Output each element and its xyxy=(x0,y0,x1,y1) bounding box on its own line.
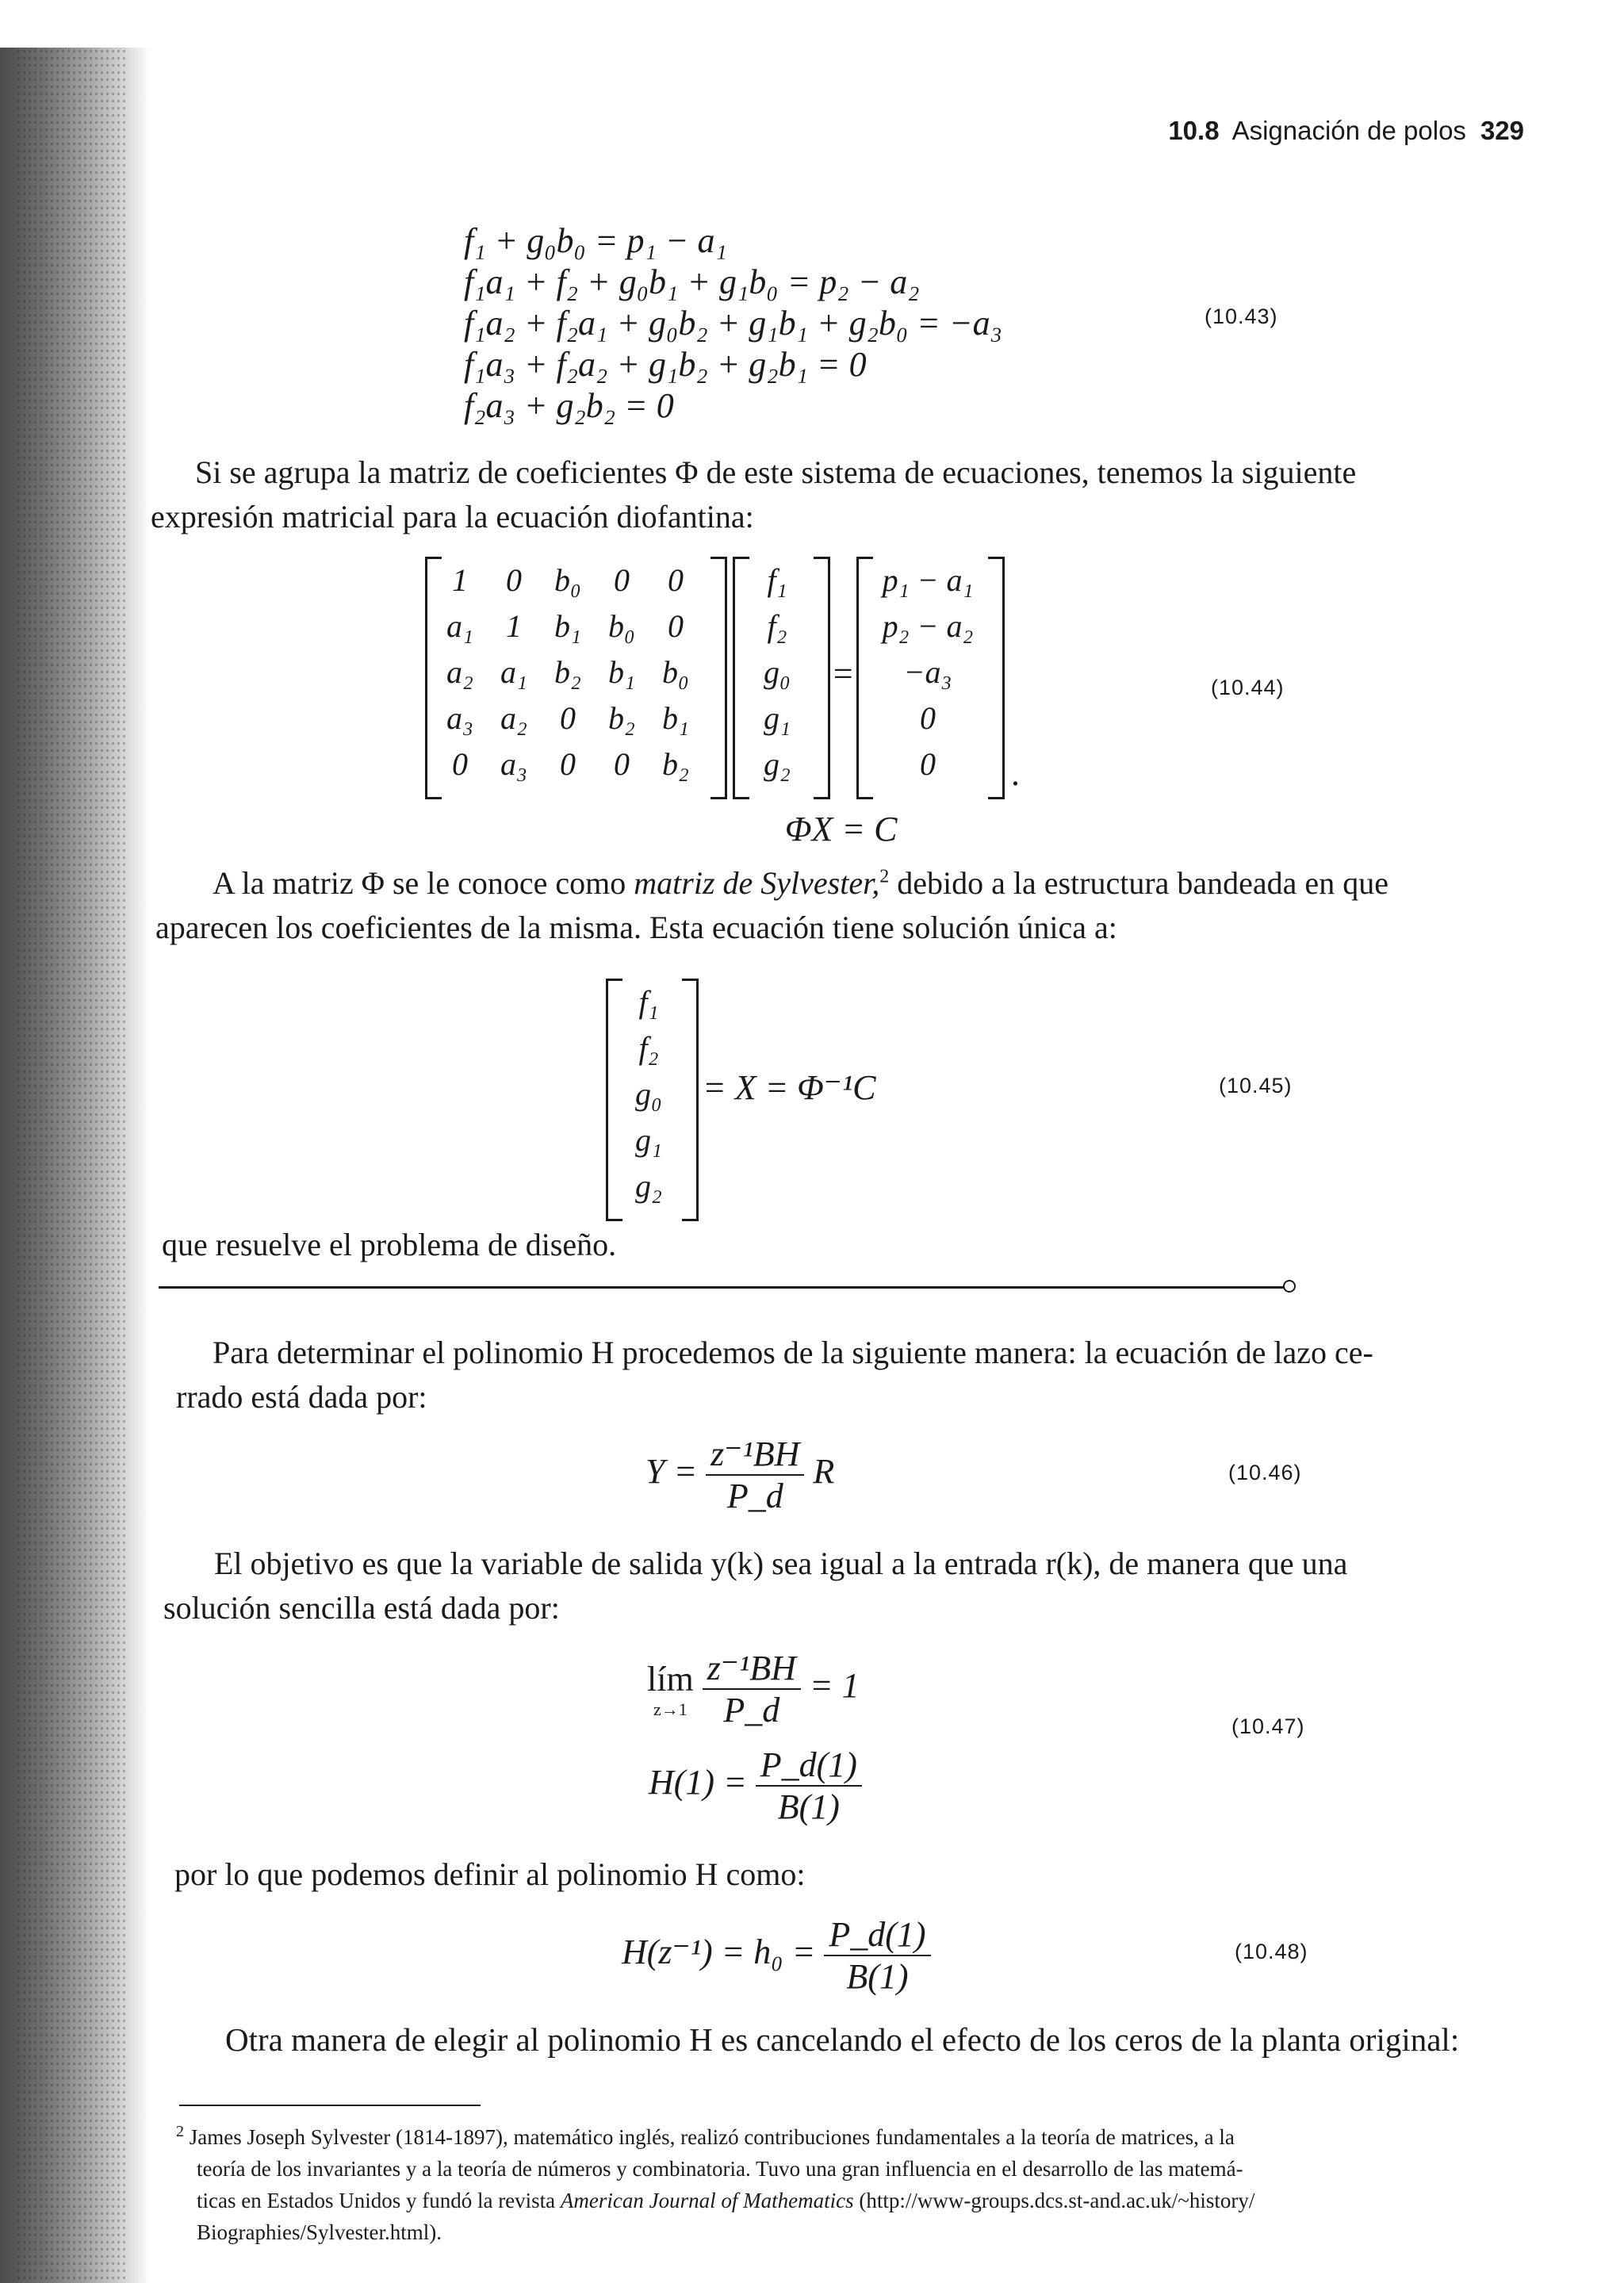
matrix-bracket-right xyxy=(710,557,727,799)
fraction: $\frac{P\_d(1)}{B(1)}$ xyxy=(756,1745,862,1827)
equation-number: (10.43) xyxy=(1205,305,1278,328)
equation-10-46: Y = $\frac{\text{z⁻¹BH}}{P\_d}$ R xyxy=(645,1435,835,1515)
fraction: $\frac{\text{z⁻¹BH}}{P\_d}$ xyxy=(706,1434,804,1516)
equation-number: (10.44) xyxy=(1211,676,1285,699)
paragraph-line: aparecen los coeficientes de la misma. Esta ecuación tiene solución única a: xyxy=(155,910,1117,945)
fraction: $\frac{P\_d(1)}{B(1)}$ xyxy=(824,1914,930,1997)
paragraph-line: rrado está dada por: xyxy=(176,1379,427,1415)
paragraph-line: que resuelve el problema de diseño. xyxy=(162,1227,617,1262)
equation-line: f₁a₂ + f₂a₁ + g₀b₂ + g₁b₁ + g₂b₀ = −a₃ xyxy=(464,304,1002,343)
equation-line: f₁a₁ + f₂ + g₀b₁ + g₁b₀ = p₂ − a₂ xyxy=(464,262,920,301)
equation-number: (10.46) xyxy=(1228,1461,1302,1484)
footnote-line: Biographies/Sylvester.html). xyxy=(197,2220,442,2244)
vector-bracket-right xyxy=(814,557,830,799)
paragraph-line: Otra manera de elegir al polinomio H es cancelando el efecto de los ceros de la planta original: xyxy=(225,2021,1460,2058)
footnote-ref: 2 xyxy=(879,866,890,887)
rule-end-circle xyxy=(1283,1280,1296,1293)
unknowns-vector: f₁ f₂ g₀ g₁ g₂ xyxy=(764,561,791,782)
paragraph-line: por lo que podemos definir al polinomio H como: xyxy=(174,1856,806,1892)
fraction: $\frac{\text{z⁻¹BH}}{P\_d}$ xyxy=(703,1648,801,1730)
footnote-rule xyxy=(179,2105,481,2106)
page-number: 329 xyxy=(1480,116,1524,145)
vector-bracket-left xyxy=(856,557,873,799)
vector-bracket-left xyxy=(606,979,622,1221)
vector-bracket-right xyxy=(682,979,699,1221)
equation-10-47-limit: lím z→1 $\frac{\text{z⁻¹BH}}{P\_d}$ = 1 xyxy=(647,1649,860,1729)
sylvester-matrix: 1 0 b₀ 0 0 a₁ 1 b₁ b₀ 0 a₂ a₁ b₂ b₁ b₀ a₃ a₂ 0 b₂ b₁ 0 a₃ 0 0 b₂ xyxy=(446,561,689,782)
equation-10-47-h1: H(1) = $\frac{P\_d(1)}{B(1)}$ xyxy=(649,1745,862,1827)
equation-line: f₂a₃ + g₂b₂ = 0 xyxy=(464,386,674,425)
running-header xyxy=(1168,116,1524,146)
compact-equation: ΦX = C xyxy=(785,810,898,848)
paragraph-line: solución sencilla está dada por: xyxy=(163,1590,560,1626)
footnote-line: ticas en Estados Unidos y fundó la revista American Journal of Mathematics (http://www-groups.dcs.st-and.ac.uk/~history/ xyxy=(197,2189,1255,2212)
equation-number: (10.48) xyxy=(1235,1940,1308,1963)
equation-number: (10.45) xyxy=(1219,1074,1293,1097)
paragraph-line: Para determinar el polinomio H procedemos de la siguiente manera: la ecuación de lazo ce- xyxy=(213,1335,1373,1370)
matrix-bracket-left xyxy=(425,557,442,799)
equation-line: f₁ + g₀b₀ = p₁ − a₁ xyxy=(464,221,727,260)
paragraph-line: Si se agrupa la matriz de coeficientes Φ de este sistema de ecuaciones, tenemos la siguiente xyxy=(195,454,1357,490)
vector-bracket-left xyxy=(733,557,749,799)
section-rule xyxy=(159,1286,1285,1289)
constants-vector: p₁ − a₁ p₂ − a₂ −a₃ 0 0 xyxy=(882,561,974,782)
footnote-mark: 2 xyxy=(176,2123,184,2140)
paragraph-line: El objetivo es que la variable de salida y(k) sea igual a la entrada r(k), de manera que una xyxy=(214,1546,1348,1581)
vector-bracket-right xyxy=(988,557,1005,799)
paragraph-line: A la matriz Φ se le conoce como matriz de Sylvester,$^2$ debido a la estructura bandeada en que xyxy=(213,865,1388,901)
section-number: 10.8 xyxy=(1168,116,1220,145)
paragraph-line: expresión matricial para la ecuación diofantina: xyxy=(151,499,754,534)
equals-sign: = xyxy=(831,654,855,693)
scan-noise xyxy=(16,48,127,2283)
solution-rhs: = X = Φ⁻¹C xyxy=(703,1068,876,1107)
footnote-line: $^2$ James Joseph Sylvester (1814-1897), matemático inglés, realizó contribuciones fundamentales a la teoría de matrices, a la xyxy=(176,2123,1235,2149)
equation-number: (10.47) xyxy=(1231,1714,1305,1738)
equation-10-43 xyxy=(464,220,1002,427)
footnote-line: teoría de los invariantes y a la teoría de números y combinatoria. Tuvo una gran influencia en el desarrollo de las matemá- xyxy=(197,2157,1243,2181)
footnote xyxy=(176,2116,1445,2248)
solution-vector: f₁ f₂ g₀ g₁ g₂ xyxy=(635,983,662,1204)
section-title: Asignación de polos xyxy=(1231,116,1466,145)
equation-line: f₁a₃ + f₂a₂ + g₁b₂ + g₂b₁ = 0 xyxy=(464,345,867,384)
term-sylvester: matriz de Sylvester, xyxy=(634,865,880,901)
period: . xyxy=(1012,754,1021,793)
equation-10-48: H(z⁻¹) = h₀ = $\frac{P\_d(1)}{B(1)}$ xyxy=(622,1914,931,1997)
journal-title: American Journal of Mathematics xyxy=(560,2189,854,2212)
